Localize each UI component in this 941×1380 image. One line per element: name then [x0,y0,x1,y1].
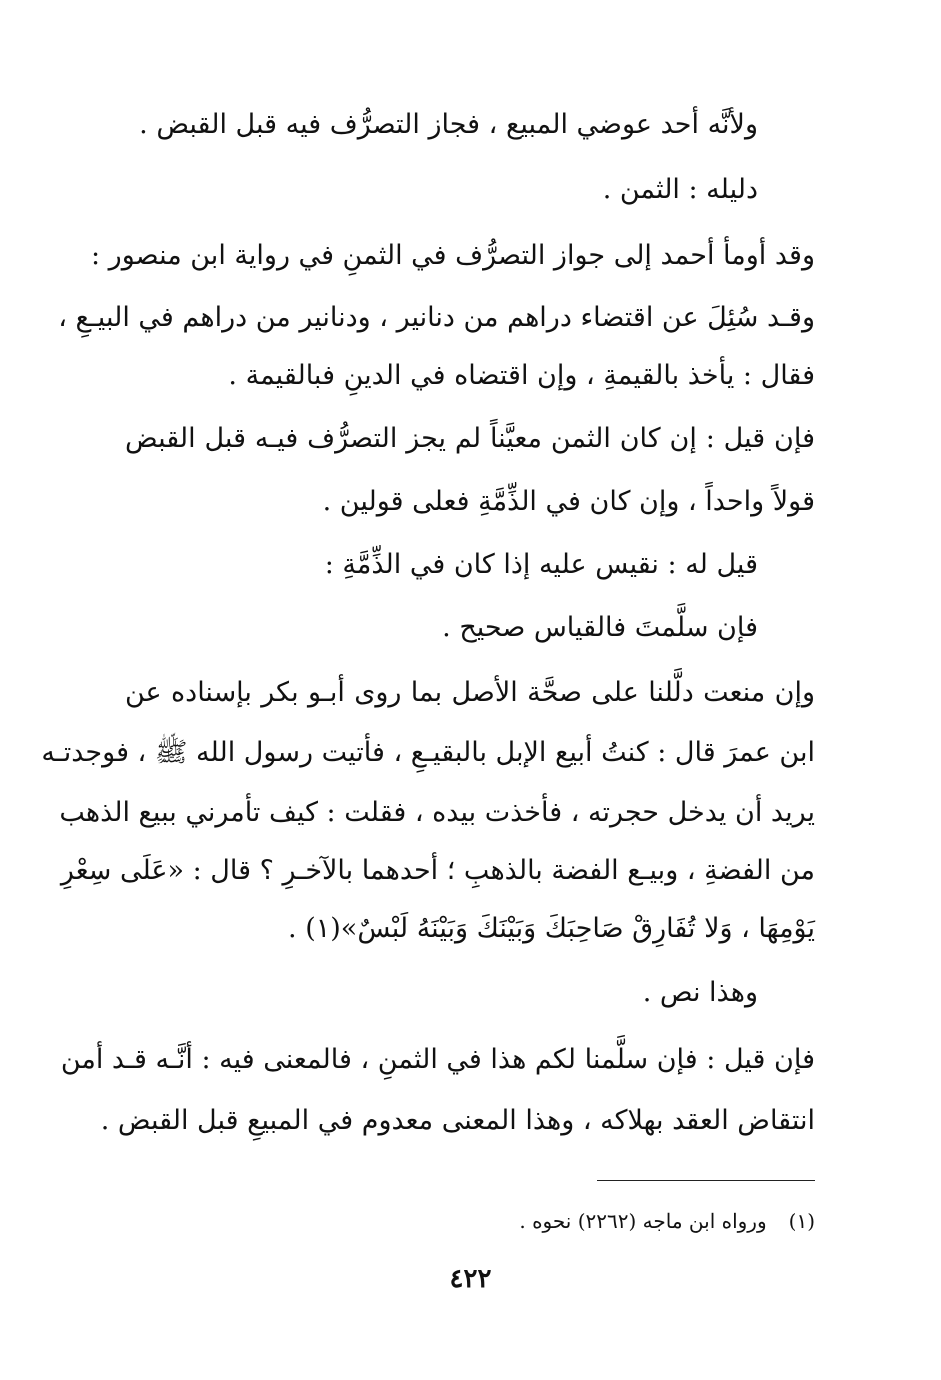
text-line: قيل له : نقيس عليه إذا كان في الذِّمَّةِ : [324,549,758,580]
text-line: يريد أن يدخل حجرته ، فأخذت بيده ، فقلت : كيف تأمرني ببيع الذهب [59,797,815,828]
text-line: قولاً واحداً ، وإن كان في الذِّمَّةِ فعلى قولين . [322,486,815,517]
text-line: انتقاض العقد بهلاكه ، وهذا المعنى معدوم في المبيعِ قبل القبض . [100,1105,815,1136]
text-line: ولأنَّه أحد عوضي المبيع ، فجاز التصرُّف فيه قبل القبض . [139,109,758,140]
text-line: وهذا نص . [642,977,758,1008]
footnote-separator [597,1180,815,1181]
text-line: ابن عمرَ قال : كنتُ أبيع الإبل بالبقيـعِ ، فأتيت رسول الله ﷺ ، فوجدتـه [41,737,815,768]
text-line: فقال : يأخذ بالقيمةِ ، وإن اقتضاه في الدينِ فبالقيمة . [228,360,815,391]
footnote-number: (١) [788,1209,815,1233]
text-line: دليله : الثمن . [602,174,758,205]
text-line: فإن قيل : إن كان الثمن معيَّناً لم يجز التصرُّف فيـه قبل القبض [125,423,815,454]
text-line: فإن قيل : فإن سلَّمنا لكم هذا في الثمنِ ، فالمعنى فيه : أنَّـه قـد أمن [60,1044,815,1075]
text-line: وقـد سُئِلَ عن اقتضاء دراهم من دنانير ، ودنانير من دراهم في البيـعِ ، [58,302,815,333]
text-line: وإن منعت دلَّلنا على صحَّة الأصل بما روى أبـو بكر بإسناده عن [125,677,815,708]
text-line: فإن سلَّمتَ فالقياس صحيح . [442,612,758,643]
text-line: من الفضةِ ، وبيـع الفضة بالذهبِ ؛ أحدهما بالآخـرِ ؟ قال : «عَلَى سِعْرِ [60,855,815,886]
footnote [125,1206,815,1236]
page-number: ٤٢٢ [449,1264,492,1294]
footnote-text: ورواه ابن ماجه (٢٢٦٢) نحوه . [519,1209,767,1233]
text-line: وقد أومأ أحمد إلى جواز التصرُّف في الثمنِ في رواية ابن منصور : [90,240,815,271]
text-line: يَوْمِهَا ، وَلا تُفَارِقْ صَاحِبَكَ وَبَيْنَكَ وَبَيْنَهُ لَبْسٌ»(١) . [288,913,815,944]
